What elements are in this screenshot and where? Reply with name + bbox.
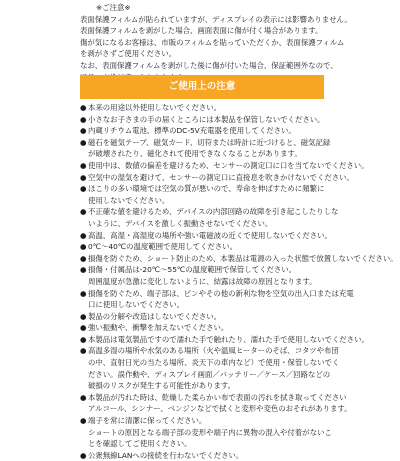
caution-note — [80, 2, 380, 83]
precaution-item — [80, 172, 354, 184]
precautions-list — [80, 102, 398, 461]
precaution-line: 0℃〜40℃の温度範囲で使用してください。 — [88, 242, 237, 252]
precaution-line: 本製品が汚れた時は、乾燥した柔らかい布で表面の汚れを拭き取ってください — [88, 392, 347, 402]
precaution-item — [80, 241, 328, 253]
precaution-line: の中、直射日光の当たる場所、炎天下の車内など）で使用・保管しないでく — [88, 358, 340, 368]
bullet-icon: ● — [80, 265, 87, 275]
precaution-text — [88, 345, 339, 391]
precaution-line: 本製品は電気製品ですので濡れた手で触れたり、濡れた手で使用しないでください。 — [88, 334, 369, 344]
bullet-icon: ● — [80, 230, 87, 240]
bullet-icon: ● — [80, 450, 87, 460]
precaution-item — [80, 322, 328, 334]
caution-note-line: を剥がさずご使用ください。 — [80, 49, 177, 59]
bullet-icon: ● — [80, 114, 87, 124]
precaution-text — [88, 322, 328, 334]
precaution-line: 小さなお子さまの手の届くところには本製品を保管しないでください。 — [88, 114, 325, 124]
precaution-item — [80, 345, 340, 391]
precaution-line: 磁石を磁気テープ、磁気カード、切符または時計に近づけると、磁気記録 — [88, 137, 331, 147]
usage-notes-banner — [80, 75, 324, 99]
precaution-text — [88, 311, 328, 323]
precaution-line: 損傷・付属品は-20℃〜55℃の温度範囲で保管してください。 — [88, 265, 297, 275]
precaution-line: ださい。誤作動や、ディスプレイ画面／バッテリー／ケース／回路などの — [88, 369, 331, 379]
bullet-icon: ● — [80, 126, 87, 136]
precaution-item — [80, 114, 328, 126]
bullet-icon: ● — [80, 323, 87, 333]
bullet-icon: ● — [80, 253, 87, 263]
precaution-line: とを確認してご使用ください。 — [88, 439, 192, 449]
precaution-line: 高温多湿の場所や水気のある場所（火や温風ヒーターのそば、コタツや布団 — [88, 346, 339, 356]
precaution-item — [80, 311, 328, 323]
precaution-line: 端子を常に清潔に保ってください。 — [88, 416, 207, 426]
bullet-icon: ● — [80, 172, 87, 182]
precaution-text — [88, 253, 398, 265]
precaution-line: 損傷を防ぐため、ショート防止のため、本製品は電源の入った状態で放置しないでください。 — [88, 253, 398, 263]
precaution-text — [88, 137, 330, 160]
precaution-text — [88, 160, 369, 172]
bullet-icon: ● — [80, 416, 87, 426]
precaution-item — [80, 183, 328, 206]
bullet-icon: ● — [80, 103, 87, 112]
precaution-text — [88, 288, 354, 311]
bullet-icon: ● — [80, 311, 87, 321]
precaution-line: 周囲温度が急激に変化しないように、結露は故障の原因となります。 — [88, 276, 317, 286]
precaution-item — [80, 206, 339, 229]
banner-title: ご使用上の注意 — [168, 81, 236, 93]
precaution-text — [88, 183, 328, 206]
precaution-text — [88, 114, 328, 126]
precaution-line: 本来の用途以外使用しないでください。 — [88, 103, 222, 112]
precaution-line: 不正確な値を避けるため、デバイスの内部回路の故障を引き起こしたりしな — [88, 207, 339, 217]
precaution-text — [88, 415, 332, 450]
precaution-line: ほこりの多い環境では空気の質が悪いので、寿命を伸ばすために頻繁に — [88, 184, 325, 194]
precaution-item — [80, 415, 332, 450]
precaution-text — [88, 241, 328, 253]
bullet-icon: ● — [80, 160, 87, 170]
precaution-line: アルコール、シンナー、ベンジンなどで拭くと変形や変色のおそれがあります。 — [88, 404, 352, 414]
precaution-item — [80, 253, 398, 265]
bullet-icon: ● — [80, 137, 87, 147]
bullet-icon: ● — [80, 242, 87, 252]
precaution-text — [88, 125, 328, 137]
bullet-icon: ● — [80, 346, 87, 356]
precaution-text — [88, 206, 338, 229]
precaution-item — [80, 450, 328, 461]
precaution-line: 使用中は、数値の偏差を避けるため、センサーの測定口に口を当てないでください。 — [88, 160, 369, 170]
precaution-line: 製品の分解や改造はしないでください。 — [88, 311, 222, 321]
precaution-line: が破壊されたり、磁化されて使用できなくなることがあります。 — [88, 149, 302, 159]
precaution-line: 強い振動や、衝撃を加えないでください。 — [88, 323, 229, 333]
precaution-item — [80, 137, 331, 160]
caution-note-line: 傷が気になるお客様は、市販のフィルムを貼っていただくか、表面保護フィルム — [80, 37, 345, 47]
precaution-text — [88, 102, 328, 114]
precaution-item — [80, 264, 328, 287]
precaution-text — [88, 392, 352, 415]
caution-heading: ※ご注意※ — [96, 3, 131, 12]
precaution-text — [88, 264, 328, 287]
precaution-line: 空気中の湿気を避けて、センサーの測定口に直接息を吹きかけないでください。 — [88, 172, 354, 182]
precaution-line: いように、デバイスを激しく振動させないでください。 — [88, 218, 273, 228]
caution-note-line: 表面保護フィルムを剥がした場合、画面表面に傷が付く場合があります。 — [80, 26, 323, 36]
bullet-icon: ● — [80, 334, 87, 344]
precaution-item — [80, 102, 328, 114]
precaution-text — [88, 172, 354, 184]
caution-note-body — [80, 14, 380, 84]
precaution-item — [80, 334, 369, 346]
precaution-line: 公衆無線LANへの接続を行わないでください。 — [88, 450, 244, 460]
precaution-item — [80, 392, 352, 415]
precaution-line: ショートの原因となる端子部の変形や端子内に異物の混入や付着がないこ — [88, 427, 332, 437]
caution-note-line: なお、表面保護フィルムを剥がした後に傷が付いた場合、保証範囲外なので、 — [80, 60, 338, 70]
caution-note-line: 表面保護フィルムが貼られていますが、ディスプレイの表示には影響ありません。 — [80, 14, 352, 24]
precaution-line: 高温、高湿・高湿度の場所や強い電磁波の近くで使用しないでください。 — [88, 230, 332, 240]
precaution-item — [80, 230, 332, 242]
precaution-text — [88, 450, 328, 461]
precaution-item — [80, 125, 328, 137]
precaution-text — [88, 230, 332, 242]
precaution-line: 口に使用しないでください。 — [88, 300, 185, 310]
precaution-item — [80, 160, 369, 172]
bullet-icon: ● — [80, 392, 87, 402]
precaution-line: 損傷を防ぐため、端子部は、ピンやその他の新利な物を空気の出入口または充電 — [88, 288, 354, 298]
precaution-line: 破損のリスクが発生する可能性があります。 — [88, 381, 236, 391]
bullet-icon: ● — [80, 288, 87, 298]
bullet-icon: ● — [80, 207, 87, 217]
precaution-line: 使用しないでください。 — [88, 195, 170, 205]
precaution-text — [88, 334, 369, 346]
precaution-line: 内蔵リチウム電池、標準のDC-5V充電器を使用してください。 — [88, 126, 296, 136]
bullet-icon: ● — [80, 184, 87, 194]
precaution-item — [80, 288, 354, 311]
